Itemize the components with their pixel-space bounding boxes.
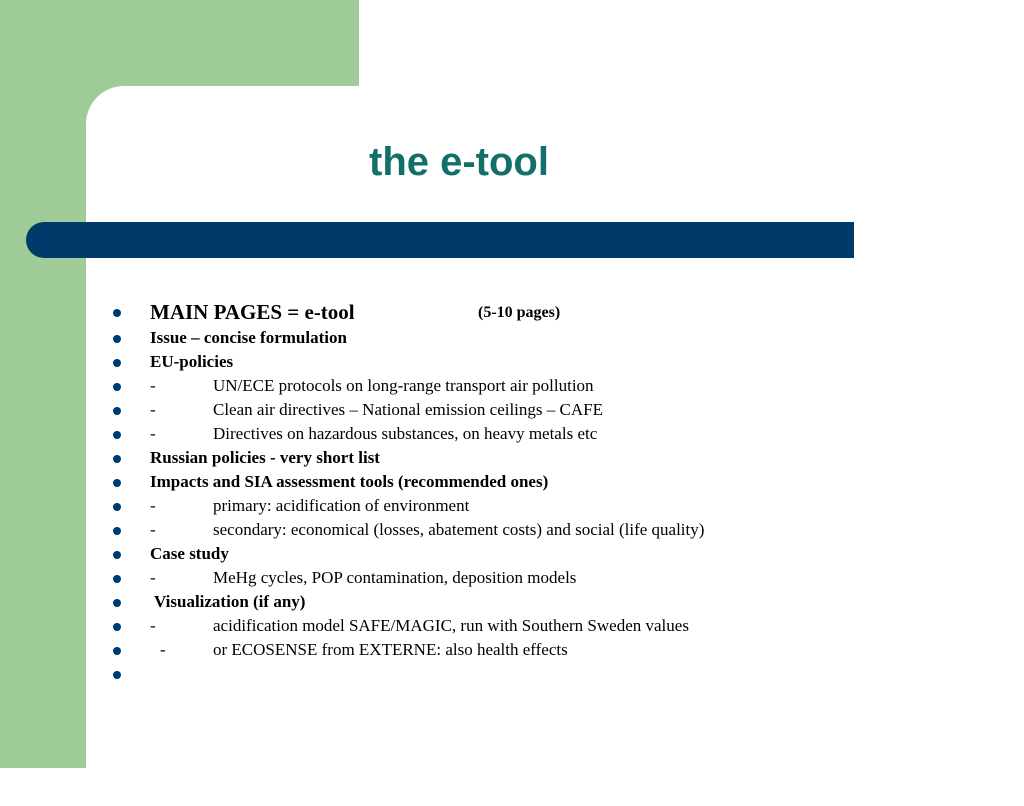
- eu-2-text: Clean air directives – National emission ceilings – CAFE: [213, 400, 603, 419]
- impacts-text: Impacts and SIA assessment tools (recommended ones): [150, 472, 549, 491]
- dash-marker: -: [160, 640, 166, 659]
- bullet-dot-icon: [113, 575, 121, 583]
- dash-marker: -: [150, 496, 156, 515]
- bullet-dot-icon: [113, 359, 121, 367]
- dash-marker: -: [150, 400, 156, 419]
- eu-3-text: Directives on hazardous substances, on heavy metals etc: [213, 424, 598, 443]
- dash-marker: -: [150, 616, 156, 635]
- bullet-dot-icon: [113, 335, 121, 343]
- eu-1-text: UN/ECE protocols on long-range transport air pollution: [213, 376, 594, 395]
- bullet-dot-icon: [113, 503, 121, 511]
- russian-policies-text: Russian policies - very short list: [150, 448, 380, 467]
- main-pages-note: (5-10 pages): [478, 304, 561, 321]
- case-1-text: MeHg cycles, POP contamination, deposition models: [213, 568, 577, 587]
- bullet-dot-icon: [113, 527, 121, 535]
- issue-text: Issue – concise formulation: [150, 328, 347, 347]
- bullet-dot-icon: [113, 383, 121, 391]
- bullet-dot-icon: [113, 479, 121, 487]
- visualization-text: Visualization (if any): [154, 592, 306, 611]
- vis-2-text: or ECOSENSE from EXTERNE: also health effects: [213, 640, 568, 659]
- impact-2-text: secondary: economical (losses, abatement costs) and social (life quality): [213, 520, 705, 539]
- slide-title: the e-tool: [369, 140, 549, 184]
- dash-marker: -: [150, 568, 156, 587]
- bullet-dot-icon: [113, 599, 121, 607]
- eu-policies-text: EU-policies: [150, 352, 234, 371]
- dash-marker: -: [150, 520, 156, 539]
- impact-1-text: primary: acidification of environment: [213, 496, 470, 515]
- title-divider-bar: [26, 222, 854, 258]
- bullet-dot-icon: [113, 431, 121, 439]
- bullet-dot-icon: [113, 671, 121, 679]
- vis-1-text: acidification model SAFE/MAGIC, run with Southern Sweden values: [213, 616, 689, 635]
- bullet-dot-icon: [113, 647, 121, 655]
- main-pages-label: MAIN PAGES = e-tool: [150, 300, 355, 324]
- dash-marker: -: [150, 424, 156, 443]
- bullet-dot-icon: [113, 623, 121, 631]
- dash-marker: -: [150, 376, 156, 395]
- bullet-dot-icon: [113, 455, 121, 463]
- bullet-dot-icon: [113, 551, 121, 559]
- case-study-text: Case study: [150, 544, 229, 563]
- bullet-dot-icon: [113, 407, 121, 415]
- bullet-dot-icon: [113, 309, 121, 317]
